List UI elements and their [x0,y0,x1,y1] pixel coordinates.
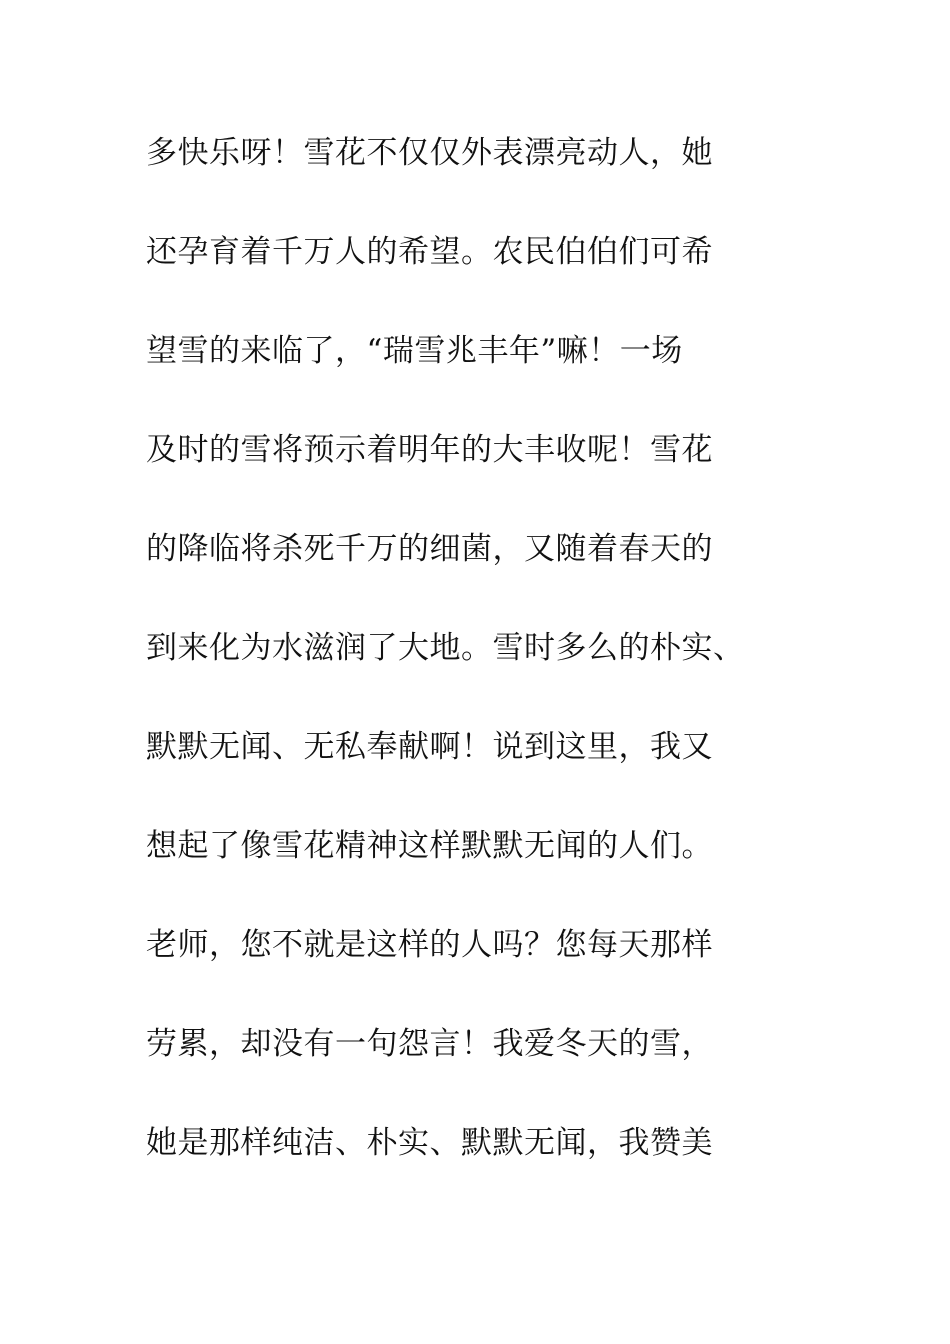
text-line: 及时的雪将预示着明年的大丰收呢！雪花 [146,432,713,468]
text-line: 劳累，却没有一句怨言！我爱冬天的雪， [146,1026,713,1062]
text-line: 的降临将杀死千万的细菌，又随着春天的 [146,531,713,567]
text-line: 她是那样纯洁、朴实、默默无闻，我赞美 [146,1125,713,1161]
text-line: 到来化为水滋润了大地。雪时多么的朴实、 [146,630,745,666]
essay-text [146,128,846,1217]
text-line: 多快乐呀！雪花不仅仅外表漂亮动人，她 [146,135,713,171]
text-line: 望雪的来临了，“瑞雪兆丰年”嘛！一场 [146,333,683,369]
text-line: 还孕育着千万人的希望。农民伯伯们可希 [146,234,713,270]
text-line: 想起了像雪花精神这样默默无闻的人们。 [146,828,713,864]
text-line: 老师，您不就是这样的人吗？您每天那样 [146,927,713,963]
text-line: 默默无闻、无私奉献啊！说到这里，我又 [146,729,713,765]
